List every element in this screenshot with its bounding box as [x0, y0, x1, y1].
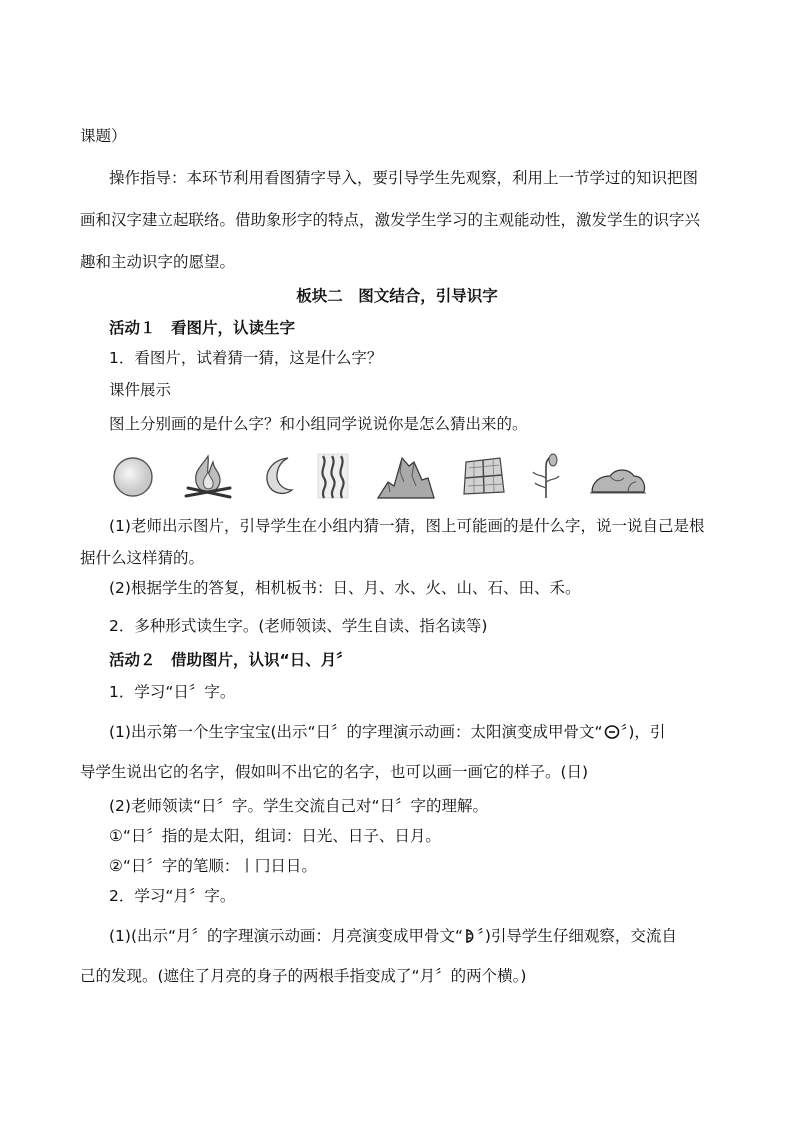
yue-line-1-tail: 〞)引导学生仔细观察，交流自	[477, 927, 677, 945]
moon-picture	[258, 452, 298, 498]
courseware-label: 课件展示	[109, 381, 172, 399]
text-line-2: 操作指导：本环节利用看图猜字导入，要引导学生先观察，利用上一节学过的知识把图	[109, 169, 699, 187]
ri-line-1-text: (1)出示第一个生字宝宝(出示“日〞的字理演示动画：太阳演变成甲骨文“	[109, 723, 603, 741]
activity-1-title: 活动１ 看图片，认读生字	[109, 319, 296, 337]
ri-line-3: (2)老师领读“日〞字。学生交流自己对“日〞字的理解。	[109, 797, 489, 815]
ri-line-2: 导学生说出它的名字，假如叫不出它的名字，也可以画一画它的样子。(日)	[80, 763, 589, 781]
text-line-4: 趣和主动识字的愿望。	[80, 253, 236, 271]
picture-strip	[110, 452, 670, 502]
field-picture	[460, 452, 506, 498]
water-picture	[316, 452, 350, 500]
step-3-text: 1．学习“日〞字。	[109, 683, 236, 701]
step-2-text: 2．多种形式读生字。(老师领读、学生自读、指名读等)	[109, 617, 488, 635]
grain-picture	[530, 452, 562, 500]
mountain-picture	[376, 452, 436, 500]
yue-line-1-text: (1)(出示“月〞的字理演示动画：月亮演变成甲骨文“	[109, 927, 464, 945]
yue-line-1	[109, 926, 677, 946]
fire-picture	[180, 452, 236, 500]
step-4-text: 2．学习“月〞字。	[109, 887, 236, 905]
yue-line-2: 己的发现。(遮住了月亮的身子的两根手指变成了“月〞的两个横。)	[80, 967, 527, 985]
ri-point-2: ②“日〞字的笔顺：丨冂日日。	[109, 857, 317, 875]
paragraph-1-line-2: 据什么这样猜的。	[80, 549, 205, 567]
text-line-3: 画和汉字建立起联络。借助象形字的特点，激发学生学习的主观能动性，激发学生的识字兴	[80, 211, 701, 229]
text-line-1: 课题）	[80, 127, 127, 145]
ri-line-1	[109, 722, 665, 742]
section-title: 板块二 图文结合，引导识字	[296, 287, 498, 305]
paragraph-1-line-1: (1)老师出示图片，引导学生在小组内猜一猜，图上可能画的是什么字，说一说自己是根	[109, 517, 705, 535]
oracle-sun-icon	[604, 724, 620, 740]
ri-point-1: ①“日〞指的是太阳，组词：日光、日子、日月。	[109, 827, 441, 845]
stone-picture	[588, 452, 648, 498]
paragraph-2: (2)根据学生的答复，相机板书：日、月、水、火、山、石、田、禾。	[109, 579, 581, 597]
sun-picture	[110, 452, 156, 498]
step-1-text: 1．看图片，试着猜一猜，这是什么字？	[109, 349, 383, 367]
activity-2-title: 活动２ 借助图片，认识“日、月〞	[109, 651, 352, 669]
oracle-moon-icon	[464, 928, 476, 944]
question-text: 图上分别画的是什么字？和小组同学说说你是怎么猜出来的。	[109, 415, 528, 433]
ri-line-1-tail: 〞)，引	[620, 723, 666, 741]
